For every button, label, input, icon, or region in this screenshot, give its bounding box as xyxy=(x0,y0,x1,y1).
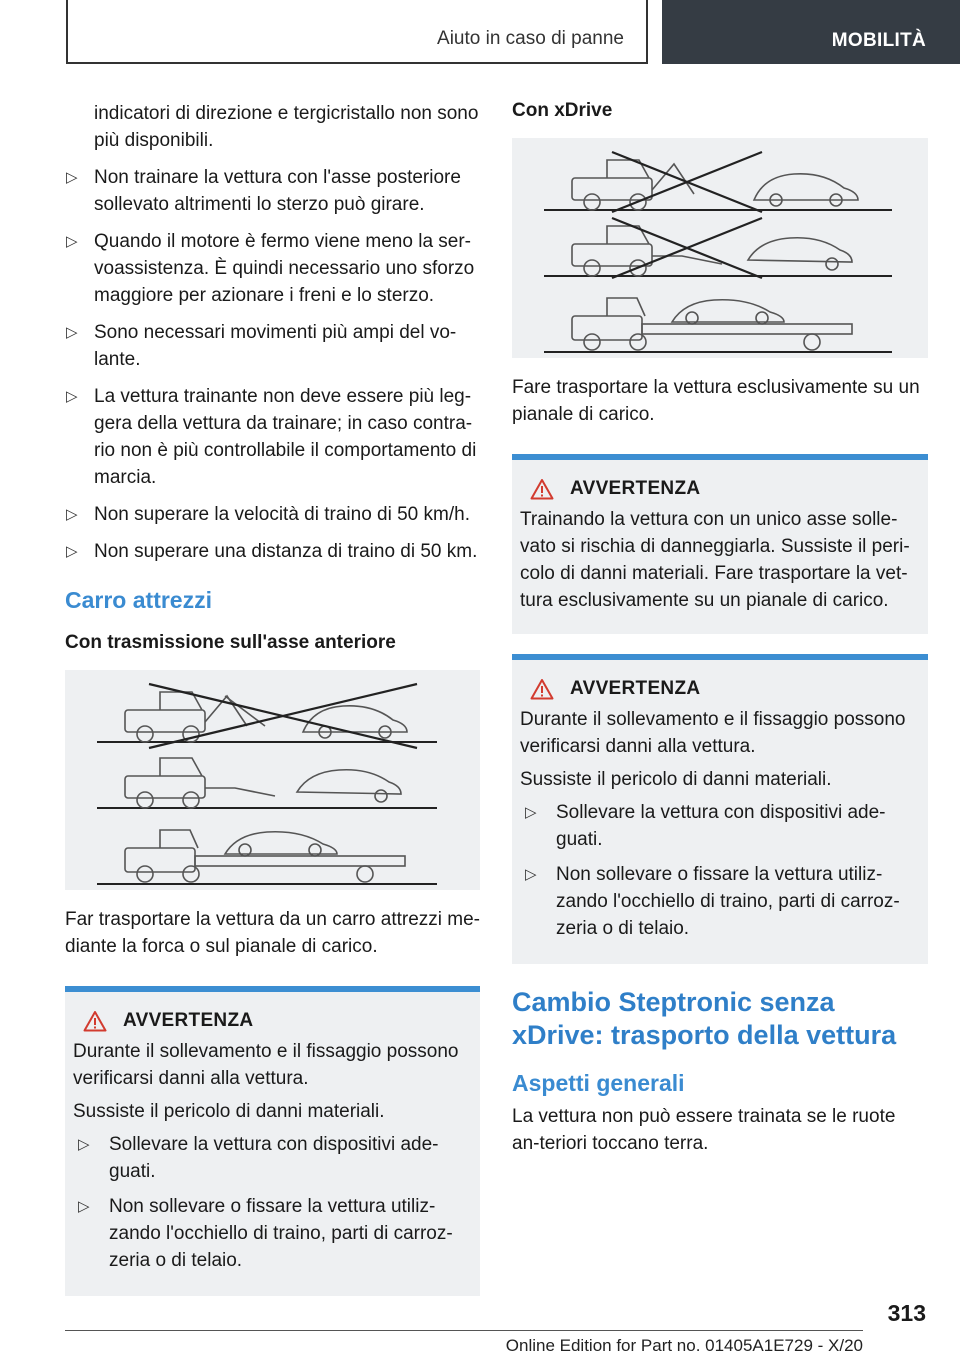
warning-triangle-icon xyxy=(530,478,554,500)
section-heading: Carro attrezzi xyxy=(65,587,212,613)
warning-text: Durante il sollevamento e il fissaggio possono verificarsi danni alla vettura. xyxy=(520,709,906,757)
warning-title: AVVERTENZA xyxy=(123,1010,254,1031)
triangle-bullet-icon: ▷ xyxy=(525,804,537,821)
chapter-title: MOBILITÀ xyxy=(831,30,926,51)
list-item: ▷ Non trainare la vettura con l'asse posteriore sollevato altrimenti lo sterzo può girare. xyxy=(65,164,480,218)
tow-truck-illustration-front xyxy=(65,670,480,890)
triangle-bullet-icon: ▷ xyxy=(78,1198,90,1215)
right-column xyxy=(512,100,928,1157)
tow-truck-illustration-xdrive xyxy=(512,138,928,358)
list-item: ▷ Non sollevare o fissare la vettura utiliz-zando l'occhiello di traino, parti di carroz-zeria o di telaio. xyxy=(524,861,920,942)
body-text: La vettura non può essere trainata se le ruote an-teriori toccano terra. xyxy=(512,1106,896,1154)
section-title: Aiuto in caso di panne xyxy=(437,28,624,49)
towing-rules-list xyxy=(65,164,480,565)
warning-text: Sussiste il pericolo di danni materiali. xyxy=(73,1101,385,1122)
warning-box xyxy=(512,654,928,964)
list-item: ▷ Sollevare la vettura con dispositivi ade-guati. xyxy=(524,799,920,853)
tow-methods-diagram xyxy=(65,670,480,890)
list-item: ▷ Sono necessari movimenti più ampi del vo-lante. xyxy=(65,319,480,373)
section-heading: Aspetti generali xyxy=(512,1070,685,1096)
warning-title: AVVERTENZA xyxy=(570,678,701,699)
intro-continuation: indicatori di direzione e tergicristallo non sono più disponibili. xyxy=(94,103,479,151)
warning-triangle-icon xyxy=(83,1010,107,1032)
page-number: 313 xyxy=(887,1300,926,1326)
warning-triangle-icon xyxy=(530,678,554,700)
list-item: ▷ Quando il motore è fermo viene meno la ser-voassistenza. È quindi necessario uno sforzo maggiore per azionare i freni e lo sterzo. xyxy=(65,228,480,309)
warning-text: Durante il sollevamento e il fissaggio possono verificarsi danni alla vettura. xyxy=(73,1041,459,1089)
left-column xyxy=(65,100,480,1316)
warning-title: AVVERTENZA xyxy=(570,478,701,499)
footer-edition: Online Edition for Part no. 01405A1E729 - X/20 xyxy=(505,1336,863,1355)
list-item: ▷ La vettura trainante non deve essere più leg-gera della vettura da trainare; in caso contra-rio non è più controllabile il comportamento di marcia. xyxy=(65,383,480,491)
warning-list xyxy=(77,1131,472,1274)
warning-text: Sussiste il pericolo di danni materiali. xyxy=(520,769,832,790)
chapter-tab xyxy=(662,0,960,64)
figure-caption: Far trasportare la vettura da un carro attrezzi me-diante la forca o sul pianale di carico. xyxy=(65,909,480,957)
triangle-bullet-icon: ▷ xyxy=(66,506,78,523)
warning-text: Trainando la vettura con un unico asse solle-vato si rischia di danneggiarla. Sussiste il peri-colo di danni materiali. Fare trasportare la vet-tura esclusivamente su un pianale di carico. xyxy=(520,509,910,611)
triangle-bullet-icon: ▷ xyxy=(66,543,78,560)
tow-methods-diagram xyxy=(512,138,928,358)
subsection-heading: Con xDrive xyxy=(512,100,613,121)
warning-box xyxy=(65,986,480,1296)
warning-box xyxy=(512,454,928,634)
triangle-bullet-icon: ▷ xyxy=(525,866,537,883)
triangle-bullet-icon: ▷ xyxy=(66,324,78,341)
subsection-heading: Con trasmissione sull'asse anteriore xyxy=(65,632,396,653)
list-item: ▷ Non superare la velocità di traino di 50 km/h. xyxy=(65,501,480,528)
triangle-bullet-icon: ▷ xyxy=(66,169,78,186)
chapter-heading: Cambio Steptronic senza xDrive: trasporto della vettura xyxy=(512,987,897,1050)
triangle-bullet-icon: ▷ xyxy=(78,1136,90,1153)
figure-caption: Fare trasportare la vettura esclusivamente su un pianale di carico. xyxy=(512,377,920,425)
triangle-bullet-icon: ▷ xyxy=(66,233,78,250)
page-header xyxy=(0,0,960,66)
triangle-bullet-icon: ▷ xyxy=(66,388,78,405)
list-item: ▷ Sollevare la vettura con dispositivi ade-guati. xyxy=(77,1131,472,1185)
warning-list xyxy=(524,799,920,942)
list-item: ▷ Non superare una distanza di traino di 50 km. xyxy=(65,538,480,565)
section-tab xyxy=(66,0,648,64)
list-item: ▷ Non sollevare o fissare la vettura utiliz-zando l'occhiello di traino, parti di carroz-zeria o di telaio. xyxy=(77,1193,472,1274)
footer-divider xyxy=(65,1330,863,1331)
